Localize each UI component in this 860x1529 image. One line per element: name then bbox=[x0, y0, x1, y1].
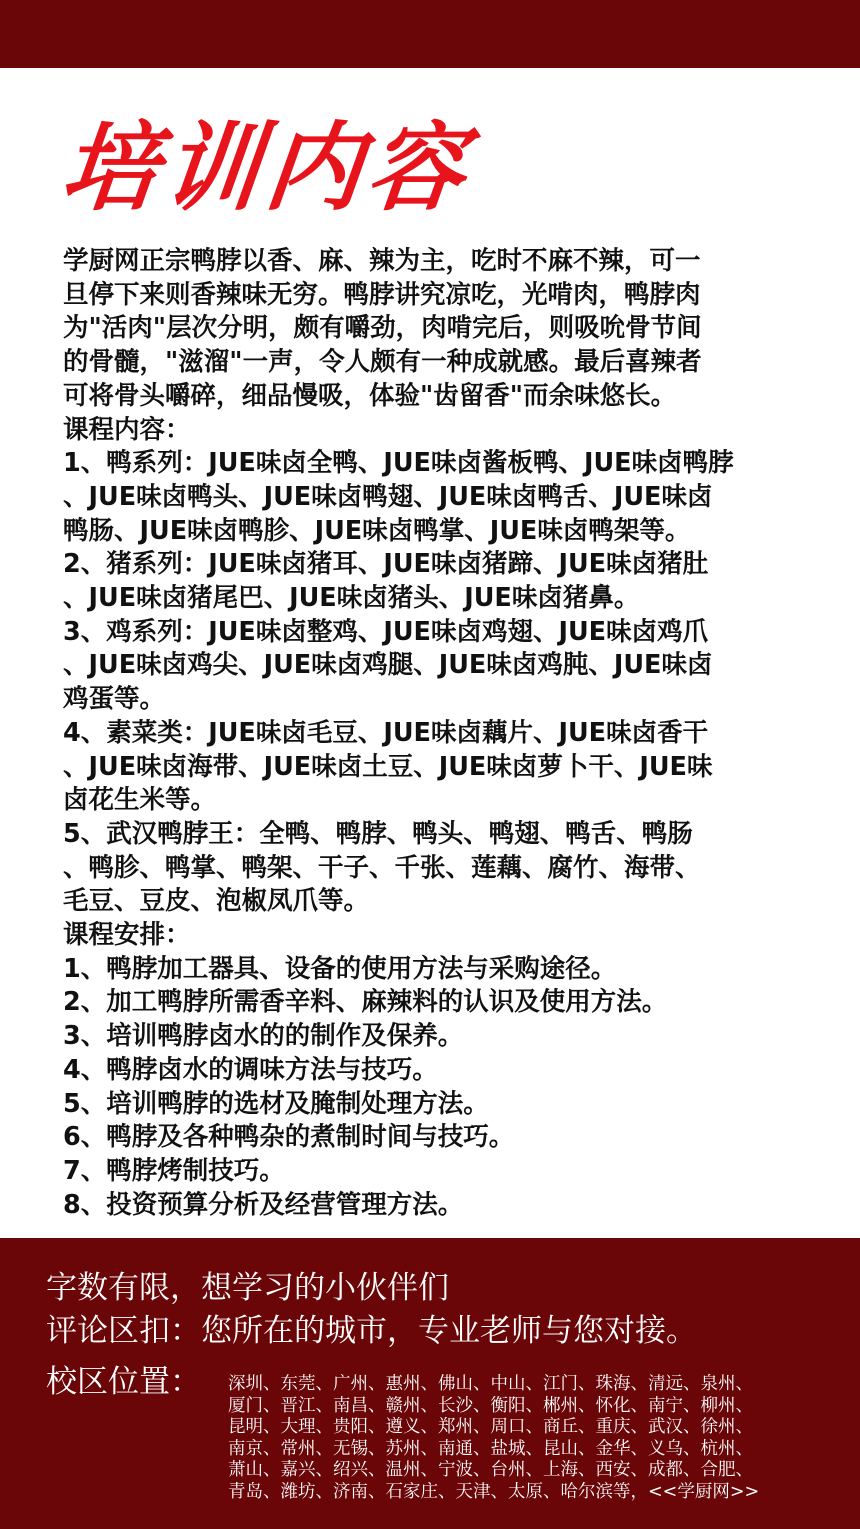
body-line: 2、猪系列：JUE味卤猪耳、JUE味卤猪蹄、JUE味卤猪肚 bbox=[63, 549, 709, 580]
page-title: 培训内容 bbox=[56, 112, 476, 224]
body-line: 、JUE味卤猪尾巴、JUE味卤猪头、JUE味卤猪鼻。 bbox=[63, 583, 640, 614]
city-line: 萧山、嘉兴、绍兴、温州、宁波、台州、上海、西安、成都、合肥、 bbox=[228, 1460, 753, 1481]
body-line: 旦停下来则香辣味无穷。鸭脖讲究凉吃，光啃肉，鸭脖肉 bbox=[63, 279, 701, 310]
body-line: 3、培训鸭脖卤水的的制作及保养。 bbox=[63, 1021, 464, 1052]
body-line: 6、鸭脖及各种鸭杂的煮制时间与技巧。 bbox=[63, 1122, 515, 1153]
body-line: 毛豆、豆皮、泡椒凤爪等。 bbox=[63, 886, 370, 917]
city-line: 青岛、潍坊、济南、石家庄、天津、太原、哈尔滨等，<<学厨网>> bbox=[228, 1481, 760, 1502]
body-line: 5、培训鸭脖的选材及腌制处理方法。 bbox=[63, 1088, 489, 1119]
footer-line-2: 评论区扣：您所在的城市，专业老师与您对接。 bbox=[46, 1313, 697, 1349]
body-line: 、JUE味卤鸭头、JUE味卤鸭翅、JUE味卤鸭舌、JUE味卤 bbox=[63, 481, 713, 512]
body-line: 8、投资预算分析及经营管理方法。 bbox=[63, 1189, 464, 1220]
body-line: 鸡蛋等。 bbox=[63, 684, 166, 715]
body-line: 3、鸡系列：JUE味卤整鸡、JUE味卤鸡翅、JUE味卤鸡爪 bbox=[63, 616, 709, 647]
body-line: 的骨髓，"滋溜"一声，令人颇有一种成就感。最后喜辣者 bbox=[63, 347, 702, 378]
city-line: 深圳、东莞、广州、惠州、佛山、中山、江门、珠海、清远、泉州、 bbox=[228, 1374, 753, 1394]
city-line: 南京、常州、无锡、苏州、南通、盐城、昆山、金华、义乌、杭州、 bbox=[228, 1438, 753, 1459]
body-line: 、鸭胗、鸭掌、鸭架、干子、千张、莲藕、腐竹、海带、 bbox=[63, 852, 701, 883]
body-line: 5、武汉鸭脖王：全鸭、鸭脖、鸭头、鸭翅、鸭舌、鸭肠 bbox=[63, 818, 693, 849]
city-line: 昆明、大理、贵阳、遵义、郑州、周口、商丘、重庆、武汉、徐州、 bbox=[228, 1417, 753, 1438]
body-line: 为"活肉"层次分明，颇有嚼劲，肉啃完后，则吸吮骨节间 bbox=[63, 313, 702, 344]
body-line: 、JUE味卤海带、JUE味卤土豆、JUE味卤萝卜干、JUE味 bbox=[63, 751, 713, 782]
campus-city-list bbox=[228, 1374, 759, 1504]
body-line: 1、鸭系列：JUE味卤全鸭、JUE味卤酱板鸭、JUE味卤鸭脖 bbox=[63, 448, 734, 479]
body-line: 4、鸭脖卤水的调味方法与技巧。 bbox=[63, 1054, 438, 1085]
body-line: 2、加工鸭脖所需香辛料、麻辣料的认识及使用方法。 bbox=[63, 987, 668, 1018]
body-line: 1、鸭脖加工器具、设备的使用方法与采购途径。 bbox=[63, 953, 617, 984]
body-line: 卤花生米等。 bbox=[63, 785, 217, 816]
body-line: 、JUE味卤鸡尖、JUE味卤鸡腿、JUE味卤鸡肫、JUE味卤 bbox=[63, 650, 713, 681]
body-line: 4、素菜类：JUE味卤毛豆、JUE味卤藕片、JUE味卤香干 bbox=[63, 717, 709, 748]
body-line: 课程安排： bbox=[63, 920, 191, 951]
body-line: 学厨网正宗鸭脖以香、麻、辣为主，吃时不麻不辣，可一 bbox=[63, 246, 701, 276]
footer-line-1: 字数有限，想学习的小伙伴们 bbox=[46, 1270, 449, 1306]
top-banner bbox=[0, 0, 860, 68]
city-line: 厦门、晋江、南昌、赣州、长沙、衡阳、郴州、怀化、南宁、柳州、 bbox=[228, 1395, 753, 1416]
body-line: 7、鸭脖烤制技巧。 bbox=[63, 1155, 285, 1186]
body-line: 可将骨头嚼碎，细品慢吸，体验"齿留香"而余味悠长。 bbox=[63, 380, 677, 411]
body-line: 鸭肠、JUE味卤鸭胗、JUE味卤鸭掌、JUE味卤鸭架等。 bbox=[63, 515, 691, 546]
body-text bbox=[63, 245, 734, 1222]
campus-label: 校区位置： bbox=[46, 1364, 201, 1400]
body-line: 课程内容： bbox=[63, 414, 191, 445]
footer-banner bbox=[0, 1238, 860, 1529]
